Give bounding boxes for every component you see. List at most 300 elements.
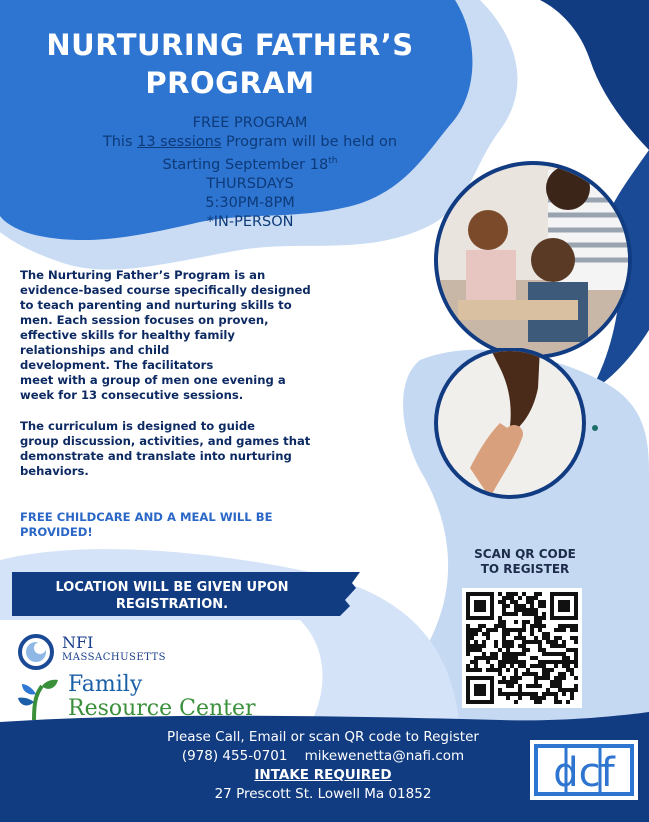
qr-module xyxy=(522,640,526,644)
qr-module xyxy=(554,660,558,664)
qr-module xyxy=(498,620,502,624)
title-line-1: NURTURING FATHER’S xyxy=(46,28,414,62)
qr-module xyxy=(470,636,474,640)
description-paragraph-1 xyxy=(20,268,410,403)
qr-module xyxy=(518,688,522,692)
qr-module xyxy=(562,652,566,656)
qr-module xyxy=(482,640,486,644)
qr-module xyxy=(558,672,562,676)
qr-module xyxy=(514,676,518,680)
qr-module xyxy=(542,672,546,676)
qr-module xyxy=(506,628,510,632)
qr-module xyxy=(542,612,546,616)
footer-contact xyxy=(88,728,558,804)
qr-module xyxy=(554,664,558,668)
qr-module xyxy=(538,616,542,620)
qr-module xyxy=(506,684,510,688)
qr-module xyxy=(506,612,510,616)
qr-module xyxy=(534,616,538,620)
qr-module xyxy=(502,692,506,696)
qr-module xyxy=(558,644,562,648)
qr-module xyxy=(558,680,562,684)
hands-photo xyxy=(430,348,600,503)
qr-module xyxy=(510,684,514,688)
qr-module xyxy=(518,596,522,600)
qr-module xyxy=(502,596,506,600)
qr-module xyxy=(546,652,550,656)
qr-module xyxy=(466,636,470,640)
qr-module xyxy=(530,656,534,660)
qr-module xyxy=(538,620,542,624)
qr-module xyxy=(570,688,574,692)
qr-module xyxy=(494,628,498,632)
qr-module xyxy=(514,636,518,640)
qr-module xyxy=(530,640,534,644)
qr-module xyxy=(506,640,510,644)
qr-module xyxy=(530,692,534,696)
qr-module xyxy=(482,644,486,648)
qr-module xyxy=(574,676,578,680)
qr-module xyxy=(482,632,486,636)
qr-module xyxy=(562,624,566,628)
qr-module xyxy=(490,668,494,672)
qr-module xyxy=(538,628,542,632)
qr-module xyxy=(570,692,574,696)
qr-caption xyxy=(450,547,600,577)
qr-module xyxy=(478,628,482,632)
description-line: week for 13 consecutive sessions. xyxy=(20,388,244,402)
qr-module xyxy=(522,592,526,596)
qr-module xyxy=(510,692,514,696)
qr-module xyxy=(574,688,578,692)
qr-module xyxy=(510,664,514,668)
sessions-suffix: Program will be held on xyxy=(221,134,398,150)
qr-module xyxy=(546,676,550,680)
qr-module xyxy=(490,656,494,660)
qr-module xyxy=(546,688,550,692)
qr-module xyxy=(510,596,514,600)
family-photo-top xyxy=(428,160,642,360)
qr-module xyxy=(518,636,522,640)
qr-module xyxy=(574,656,578,660)
qr-module xyxy=(562,656,566,660)
qr-module xyxy=(542,616,546,620)
description-line: effective skills for healthy family xyxy=(20,328,235,342)
qr-module xyxy=(534,636,538,640)
qr-module xyxy=(474,632,478,636)
qr-module xyxy=(534,680,538,684)
qr-module xyxy=(554,680,558,684)
qr-module xyxy=(494,624,498,628)
qr-module xyxy=(554,676,558,680)
qr-module xyxy=(554,636,558,640)
qr-module xyxy=(546,636,550,640)
qr-module xyxy=(486,636,490,640)
qr-module xyxy=(506,592,510,596)
qr-module xyxy=(518,604,522,608)
qr-module xyxy=(562,644,566,648)
qr-module xyxy=(474,656,478,660)
qr-module xyxy=(518,628,522,632)
qr-module xyxy=(522,664,526,668)
qr-module xyxy=(546,672,550,676)
qr-module xyxy=(526,612,530,616)
qr-module xyxy=(530,608,534,612)
description-line: to teach parenting and nurturing skills to xyxy=(20,298,292,312)
qr-module xyxy=(530,612,534,616)
qr-module xyxy=(534,612,538,616)
qr-module xyxy=(510,628,514,632)
contact-line xyxy=(88,747,558,766)
qr-module xyxy=(526,692,530,696)
intake-required: INTAKE REQUIRED xyxy=(254,767,392,783)
qr-module xyxy=(530,596,534,600)
qr-module xyxy=(542,648,546,652)
qr-module xyxy=(522,620,526,624)
qr-module xyxy=(530,604,534,608)
qr-module xyxy=(574,636,578,640)
qr-module xyxy=(506,668,510,672)
qr-module xyxy=(466,648,470,652)
phone-number[interactable]: (978) 455-0701 xyxy=(181,748,288,764)
qr-module xyxy=(498,672,502,676)
qr-module xyxy=(534,664,538,668)
qr-module xyxy=(558,660,562,664)
qr-module xyxy=(490,628,494,632)
qr-module xyxy=(562,692,566,696)
qr-module xyxy=(522,644,526,648)
qr-module xyxy=(554,692,558,696)
meeting-day: THURSDAYS xyxy=(206,175,294,192)
qr-module xyxy=(514,604,518,608)
qr-module xyxy=(562,660,566,664)
description-paragraph-2 xyxy=(20,419,410,479)
qr-module xyxy=(554,652,558,656)
sessions-count: 13 sessions xyxy=(137,134,222,150)
qr-module xyxy=(538,624,542,628)
qr-module xyxy=(562,640,566,644)
qr-module xyxy=(562,676,566,680)
qr-module xyxy=(542,676,546,680)
qr-module xyxy=(518,664,522,668)
qr-module xyxy=(538,684,542,688)
qr-module xyxy=(546,660,550,664)
qr-module xyxy=(542,668,546,672)
qr-module xyxy=(510,600,514,604)
qr-module xyxy=(502,676,506,680)
qr-module xyxy=(550,668,554,672)
qr-module xyxy=(466,664,470,668)
qr-module xyxy=(494,644,498,648)
qr-module xyxy=(510,592,514,596)
qr-module xyxy=(474,660,478,664)
qr-module xyxy=(538,648,542,652)
qr-module xyxy=(470,668,474,672)
qr-module xyxy=(550,660,554,664)
qr-module xyxy=(526,640,530,644)
qr-module xyxy=(522,612,526,616)
qr-caption-line-1: SCAN QR CODE xyxy=(474,547,576,561)
description-line: men. Each session focuses on proven, xyxy=(20,313,269,327)
qr-module xyxy=(538,664,542,668)
qr-module xyxy=(566,668,570,672)
qr-module xyxy=(550,692,554,696)
qr-module xyxy=(478,648,482,652)
qr-module xyxy=(514,628,518,632)
qr-module xyxy=(518,660,522,664)
qr-module xyxy=(570,628,574,632)
qr-module xyxy=(470,644,474,648)
qr-module xyxy=(570,624,574,628)
sessions-prefix: This xyxy=(102,134,138,150)
qr-module xyxy=(574,624,578,628)
qr-module xyxy=(558,688,562,692)
qr-module xyxy=(526,672,530,676)
qr-module xyxy=(542,600,546,604)
qr-module xyxy=(550,652,554,656)
childcare-line-1: FREE CHILDCARE AND A MEAL WILL BE xyxy=(20,510,273,524)
qr-module xyxy=(506,596,510,600)
qr-module xyxy=(518,676,522,680)
qr-module xyxy=(466,632,470,636)
description-line: meet with a group of men one evening a xyxy=(20,373,286,387)
register-instructions: Please Call, Email or scan QR code to Register xyxy=(167,729,479,745)
qr-module xyxy=(554,684,558,688)
description-line: The curriculum is designed to guide xyxy=(20,419,255,433)
qr-module xyxy=(474,628,478,632)
qr-module xyxy=(534,596,538,600)
qr-module xyxy=(550,680,554,684)
qr-module xyxy=(570,636,574,640)
qr-module xyxy=(518,652,522,656)
qr-module xyxy=(554,696,558,700)
qr-module xyxy=(510,676,514,680)
qr-module xyxy=(542,652,546,656)
qr-module xyxy=(530,628,534,632)
dcf-logo xyxy=(530,740,638,800)
qr-module xyxy=(502,608,506,612)
qr-module xyxy=(466,628,470,632)
qr-module xyxy=(482,656,486,660)
qr-module xyxy=(478,644,482,648)
qr-module xyxy=(546,640,550,644)
qr-module xyxy=(466,624,470,628)
qr-module xyxy=(486,628,490,632)
qr-module xyxy=(490,652,494,656)
qr-module xyxy=(522,624,526,628)
qr-module xyxy=(514,600,518,604)
qr-module xyxy=(518,692,522,696)
qr-module xyxy=(566,624,570,628)
qr-module xyxy=(522,604,526,608)
start-date-suffix: th xyxy=(328,156,338,166)
qr-module xyxy=(510,640,514,644)
qr-module xyxy=(498,692,502,696)
start-date-line xyxy=(40,152,460,175)
qr-module xyxy=(470,632,474,636)
qr-module xyxy=(498,664,502,668)
qr-module xyxy=(490,664,494,668)
qr-module xyxy=(542,604,546,608)
meeting-time: 5:30PM-8PM xyxy=(205,194,295,211)
qr-module xyxy=(514,668,518,672)
title-line-2: PROGRAM xyxy=(145,66,315,100)
qr-module xyxy=(574,660,578,664)
qr-module xyxy=(538,700,542,704)
qr-module xyxy=(542,632,546,636)
sessions-line xyxy=(40,133,460,152)
address: 27 Prescott St. Lowell Ma 01852 xyxy=(214,786,432,802)
qr-module xyxy=(534,592,538,596)
qr-module xyxy=(566,656,570,660)
qr-module xyxy=(562,628,566,632)
qr-module xyxy=(522,608,526,612)
qr-module xyxy=(514,652,518,656)
qr-module xyxy=(506,632,510,636)
qr-module xyxy=(542,660,546,664)
qr-module xyxy=(522,660,526,664)
qr-module xyxy=(530,664,534,668)
location-line-2: REGISTRATION. xyxy=(115,597,229,612)
qr-module xyxy=(538,600,542,604)
qr-module xyxy=(478,656,482,660)
page-title xyxy=(10,26,450,102)
qr-module xyxy=(570,696,574,700)
qr-module xyxy=(522,672,526,676)
qr-module xyxy=(562,672,566,676)
qr-module xyxy=(518,684,522,688)
qr-module xyxy=(470,628,474,632)
qr-module xyxy=(530,624,534,628)
qr-module xyxy=(466,640,470,644)
qr-module xyxy=(558,628,562,632)
qr-module xyxy=(574,652,578,656)
qr-module xyxy=(498,592,502,596)
qr-module xyxy=(510,656,514,660)
qr-module xyxy=(502,628,506,632)
qr-module xyxy=(530,600,534,604)
qr-module xyxy=(498,648,502,652)
qr-module xyxy=(534,656,538,660)
qr-module xyxy=(506,656,510,660)
qr-module xyxy=(514,700,518,704)
qr-module xyxy=(474,668,478,672)
qr-module xyxy=(506,696,510,700)
qr-module xyxy=(498,688,502,692)
qr-module xyxy=(506,604,510,608)
qr-module xyxy=(510,612,514,616)
description-line: development. The facilitators xyxy=(20,358,214,372)
qr-module xyxy=(498,616,502,620)
qr-module xyxy=(474,640,478,644)
qr-module xyxy=(566,688,570,692)
qr-module xyxy=(534,692,538,696)
qr-module xyxy=(570,672,574,676)
qr-module xyxy=(502,660,506,664)
qr-module xyxy=(502,680,506,684)
qr-module xyxy=(558,624,562,628)
family-resource-center-wordmark xyxy=(68,673,256,721)
qr-module xyxy=(502,644,506,648)
qr-module xyxy=(538,644,542,648)
description-line: evidence-based course specifically designed xyxy=(20,283,311,297)
qr-module xyxy=(498,680,502,684)
qr-module xyxy=(494,652,498,656)
qr-module xyxy=(518,608,522,612)
description-line: relationships and child xyxy=(20,343,170,357)
qr-module xyxy=(482,624,486,628)
qr-module xyxy=(494,656,498,660)
frc-line-2: Resource Center xyxy=(68,696,256,721)
qr-module xyxy=(570,648,574,652)
qr-module xyxy=(538,660,542,664)
qr-module xyxy=(542,696,546,700)
qr-module xyxy=(514,656,518,660)
nfi-name: NFI xyxy=(62,633,94,652)
qr-module xyxy=(546,668,550,672)
qr-module xyxy=(534,608,538,612)
description-line: behaviors. xyxy=(20,464,89,478)
family-resource-center-icon xyxy=(14,672,62,722)
qr-module xyxy=(502,604,506,608)
qr-module xyxy=(466,652,470,656)
qr-module xyxy=(506,660,510,664)
qr-module xyxy=(558,700,562,704)
qr-module xyxy=(474,648,478,652)
qr-module xyxy=(562,664,566,668)
qr-module xyxy=(498,600,502,604)
qr-module xyxy=(542,692,546,696)
qr-module xyxy=(506,644,510,648)
location-banner xyxy=(22,579,322,613)
registration-qr-code[interactable] xyxy=(462,588,582,708)
qr-module xyxy=(478,668,482,672)
qr-module xyxy=(538,592,542,596)
qr-module xyxy=(494,640,498,644)
qr-module xyxy=(478,624,482,628)
qr-module xyxy=(542,664,546,668)
description-line: demonstrate and translate into nurturing xyxy=(20,449,292,463)
qr-module xyxy=(534,700,538,704)
nfi-wordmark xyxy=(62,634,166,664)
qr-module xyxy=(466,668,470,672)
qr-module xyxy=(510,652,514,656)
frc-line-1: Family xyxy=(68,672,143,697)
qr-module xyxy=(514,660,518,664)
email-address[interactable]: mikewenetta@nafi.com xyxy=(304,748,465,764)
qr-module xyxy=(518,632,522,636)
qr-module xyxy=(538,604,542,608)
start-date: Starting September 18 xyxy=(162,156,329,173)
qr-module xyxy=(510,680,514,684)
program-description xyxy=(20,268,410,479)
qr-module xyxy=(486,656,490,660)
qr-module xyxy=(526,648,530,652)
qr-module xyxy=(570,668,574,672)
qr-module xyxy=(502,632,506,636)
qr-module xyxy=(570,660,574,664)
meeting-mode: *IN-PERSON xyxy=(206,213,294,230)
qr-module xyxy=(514,680,518,684)
qr-module xyxy=(554,700,558,704)
qr-module xyxy=(514,592,518,596)
qr-module xyxy=(538,696,542,700)
qr-module xyxy=(502,612,506,616)
qr-module xyxy=(510,660,514,664)
qr-module xyxy=(530,696,534,700)
qr-module xyxy=(530,684,534,688)
qr-module xyxy=(486,632,490,636)
